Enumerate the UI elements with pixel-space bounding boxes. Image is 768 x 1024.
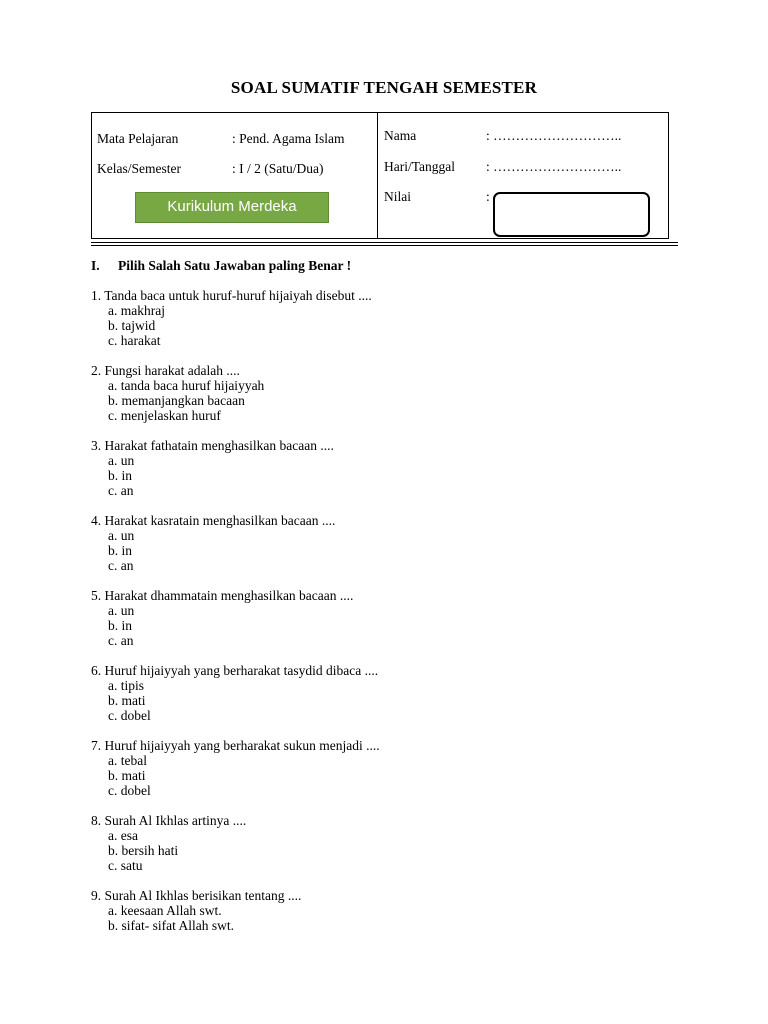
answer-option: c. menjelaskan huruf (108, 408, 221, 423)
answer-option: b. in (108, 543, 133, 558)
nilai-label: Nilai (384, 189, 411, 204)
answer-option: a. tanda baca huruf hijaiyyah (108, 378, 265, 393)
question-item (91, 513, 691, 573)
kurikulum-badge: Kurikulum Merdeka (135, 192, 329, 223)
question-stem: 2. Fungsi harakat adalah .... (91, 363, 240, 378)
question-stem: 9. Surah Al Ikhlas berisikan tentang .... (91, 888, 302, 903)
mata-pelajaran-label: Mata Pelajaran (97, 131, 179, 146)
question-item (91, 888, 691, 933)
question-item (91, 288, 691, 348)
answer-option: c. dobel (108, 708, 151, 723)
question-stem: 8. Surah Al Ikhlas artinya .... (91, 813, 247, 828)
answer-option: a. un (108, 603, 135, 618)
header-rule-top (91, 242, 678, 243)
answer-option: a. tipis (108, 678, 144, 693)
nama-field[interactable]: : ……………………….. (486, 128, 622, 143)
section-number: I. (91, 258, 100, 273)
answer-option: a. keesaan Allah swt. (108, 903, 222, 918)
answer-option: a. esa (108, 828, 138, 843)
answer-option: b. mati (108, 693, 146, 708)
table-divider (377, 113, 378, 238)
answer-option: b. memanjangkan bacaan (108, 393, 245, 408)
answer-option: c. an (108, 483, 134, 498)
page-title: SOAL SUMATIF TENGAH SEMESTER (230, 78, 538, 97)
answer-option: b. in (108, 468, 133, 483)
header-rule-bottom (91, 245, 678, 246)
nilai-box[interactable] (493, 192, 650, 237)
answer-option: c. satu (108, 858, 143, 873)
kelas-semester-value: : I / 2 (Satu/Dua) (232, 161, 324, 176)
answer-option: c. dobel (108, 783, 151, 798)
identity-table (91, 112, 669, 239)
answer-option: b. mati (108, 768, 146, 783)
answer-option: a. tebal (108, 753, 147, 768)
hari-tanggal-field[interactable]: : ……………………….. (486, 159, 622, 174)
question-item (91, 588, 691, 648)
question-list (91, 288, 691, 948)
nilai-colon: : (486, 189, 490, 204)
question-stem: 7. Huruf hijaiyyah yang berharakat sukun menjadi .... (91, 738, 380, 753)
answer-option: b. bersih hati (108, 843, 179, 858)
question-stem: 1. Tanda baca untuk huruf-huruf hijaiyah disebut .... (91, 288, 372, 303)
question-item (91, 438, 691, 498)
question-item (91, 738, 691, 798)
question-item (91, 813, 691, 873)
answer-option: c. an (108, 633, 134, 648)
question-stem: 3. Harakat fathatain menghasilkan bacaan .... (91, 438, 334, 453)
question-stem: 6. Huruf hijaiyyah yang berharakat tasydid dibaca .... (91, 663, 379, 678)
hari-tanggal-label: Hari/Tanggal (384, 159, 456, 174)
answer-option: c. an (108, 558, 134, 573)
answer-option: a. un (108, 453, 135, 468)
section-title: Pilih Salah Satu Jawaban paling Benar ! (118, 258, 352, 273)
answer-option: b. sifat- sifat Allah swt. (108, 918, 234, 933)
mata-pelajaran-value: : Pend. Agama Islam (232, 131, 345, 146)
answer-option: b. tajwid (108, 318, 156, 333)
question-stem: 4. Harakat kasratain menghasilkan bacaan .... (91, 513, 336, 528)
section-heading (91, 258, 351, 274)
kelas-semester-label: Kelas/Semester (97, 161, 181, 176)
question-item (91, 363, 691, 423)
nama-label: Nama (384, 128, 417, 143)
answer-option: b. in (108, 618, 133, 633)
answer-option: a. makhraj (108, 303, 165, 318)
answer-option: a. un (108, 528, 135, 543)
question-item (91, 663, 691, 723)
answer-option: c. harakat (108, 333, 161, 348)
question-stem: 5. Harakat dhammatain menghasilkan bacaan .... (91, 588, 354, 603)
